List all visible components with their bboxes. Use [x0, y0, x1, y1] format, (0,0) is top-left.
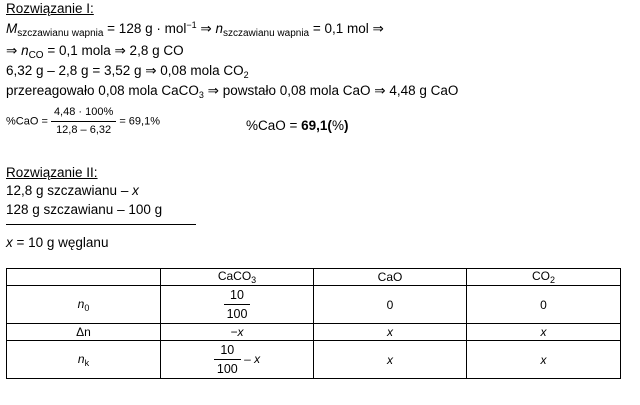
solution1-line4 [6, 83, 458, 100]
solution2-result [6, 235, 108, 250]
cell-co2-nk: x [467, 341, 621, 379]
header-empty [7, 269, 161, 286]
line2-arrow: ⇒ [6, 43, 22, 58]
co2-calculation: 6,32 g – 2,8 g = 3,52 g ⇒ 0,08 mola CO [6, 63, 244, 78]
solution1-title: Rozwiązanie I: [6, 1, 94, 16]
caco3-reacted: przereagowało 0,08 mola CaCO [6, 83, 199, 98]
solution2-line2: 128 g szczawianu – 100 g [6, 202, 163, 217]
molar-mass-symbol: M [6, 21, 18, 36]
header-cao: CaO [314, 269, 467, 286]
caco3-subscript: 3 [198, 90, 204, 100]
final-label: %CaO = [246, 118, 302, 133]
cell-cao-nk: x [314, 341, 467, 379]
header-co2: $CO_2$ [467, 269, 621, 286]
table-header-row [7, 269, 621, 286]
molar-mass-exponent: −1 [186, 20, 197, 30]
header-caco3: CaCO$_3$ [161, 269, 314, 286]
moles-subscript: szczawianu wapnia [222, 28, 310, 39]
cell-co2-delta: x [467, 324, 621, 341]
molar-mass-subscript: szczawianu wapnia [17, 28, 104, 39]
cao-formed: ⇒ powstało 0,08 mola CaO ⇒ 4,48 g CaO [203, 83, 459, 98]
percent-result: = 69,1% [116, 115, 160, 128]
table-row [7, 341, 621, 379]
fraction-denominator: 12,8 – 6,32 [56, 124, 112, 136]
result-value: = 10 g węglanu [12, 235, 109, 250]
proportion-line1: 12,8 g szczawianu – [6, 183, 133, 198]
table-row [7, 286, 621, 324]
proportion-separator [6, 224, 196, 225]
solution2-line1 [6, 183, 139, 198]
table-row [7, 324, 621, 341]
implies-arrow: ⇒ [196, 21, 216, 36]
cell-cao-n0: 0 [314, 286, 467, 324]
solution1-line3 [6, 63, 249, 80]
mole-table [6, 268, 621, 379]
cell-caco3-delta: −x [161, 324, 314, 341]
cell-caco3-nk: $\frac{10}{100}$ – x [161, 341, 314, 379]
nco-value: = 0,1 mola ⇒ 2,8 g CO [43, 43, 184, 58]
result-variable: x [6, 235, 13, 250]
cell-cao-delta: x [314, 324, 467, 341]
solution1-final-answer [246, 118, 348, 133]
row-label-delta-n: Δn [7, 324, 161, 341]
solution1-line1 [6, 20, 384, 39]
percent-label: %CaO = [6, 115, 51, 128]
final-close-paren: ) [343, 118, 349, 133]
moles-value: = 0,1 mol ⇒ [309, 21, 384, 36]
nco-symbol: n [21, 43, 29, 58]
row-label-n0: $n_0$ [7, 286, 161, 324]
cell-co2-n0: 0 [467, 286, 621, 324]
cell-caco3-n0: $\frac{10}{100}$ [161, 286, 314, 324]
row-label-nk: $n_k$ [7, 341, 161, 379]
nco-subscript: CO [28, 50, 44, 61]
co2-subscript: 2 [243, 70, 249, 80]
final-value: 69,1( [301, 118, 332, 133]
moles-symbol: n [215, 21, 223, 36]
proportion-variable: x [132, 183, 139, 198]
solution2-title: Rozwiązanie II: [6, 165, 98, 180]
fraction-numerator: 4,48 · 100% [51, 107, 116, 122]
molar-mass-value: = 128 g · mol [103, 21, 187, 36]
percent-fraction [51, 107, 116, 136]
final-percent-sign: % [331, 118, 344, 133]
solution1-percent-formula [6, 107, 160, 136]
solution1-line2 [6, 43, 184, 61]
